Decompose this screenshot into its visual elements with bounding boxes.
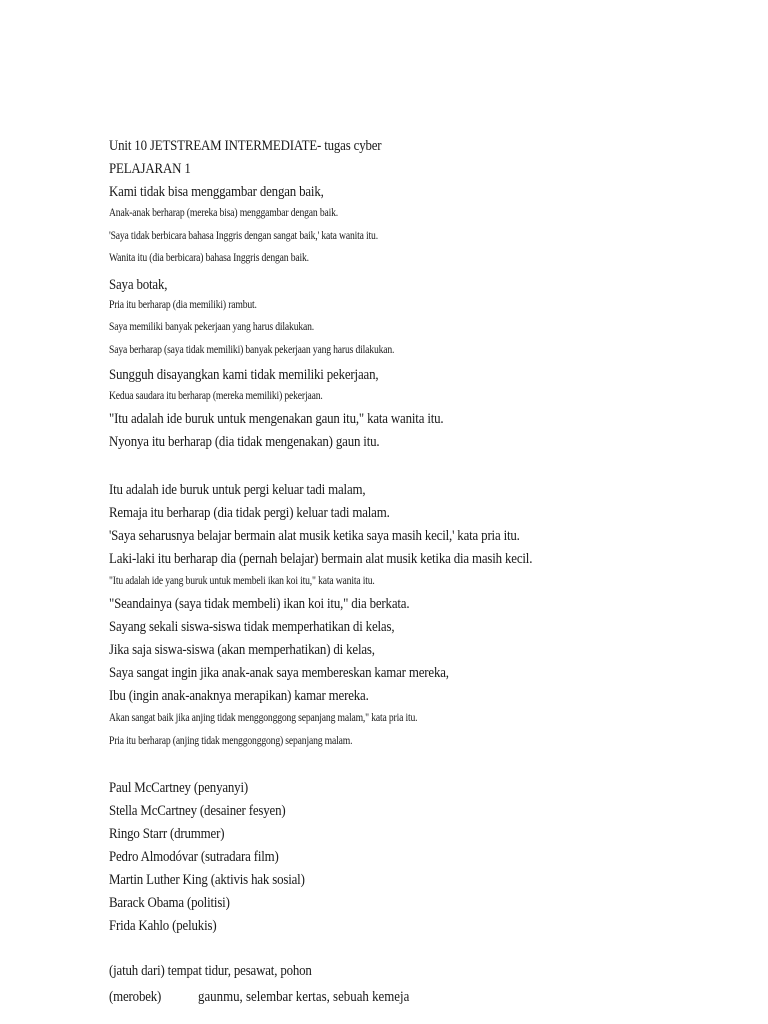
text-line: Kami tidak bisa menggambar dengan baik, — [109, 184, 324, 200]
text-line: Nyonya itu berharap (dia tidak mengenakan) gaun itu. — [109, 434, 380, 450]
text-line: "Seandainya (saya tidak membeli) ikan koi itu," dia berkata. — [109, 596, 410, 612]
list-item: Barack Obama (politisi) — [109, 895, 230, 911]
doc-title: Unit 10 JETSTREAM INTERMEDIATE- tugas cyber — [109, 138, 382, 154]
text-line: Sungguh disayangkan kami tidak memiliki pekerjaan, — [109, 367, 379, 383]
list-item: Paul McCartney (penyanyi) — [109, 780, 248, 796]
text-line: Jika saja siswa-siswa (akan memperhatikan) di kelas, — [109, 642, 375, 658]
text-line: 'Saya tidak berbicara bahasa Inggris dengan sangat baik,' kata wanita itu. — [109, 230, 378, 242]
text-line: Kedua saudara itu berharap (mereka memiliki) pekerjaan. — [109, 390, 323, 402]
list-item: Ringo Starr (drummer) — [109, 826, 225, 842]
text-line: Laki-laki itu berharap dia (pernah belajar) bermain alat musik ketika dia masih kecil. — [109, 551, 533, 567]
text-line: "Itu adalah ide buruk untuk mengenakan gaun itu," kata wanita itu. — [109, 411, 444, 427]
text-line: Saya berharap (saya tidak memiliki) banyak pekerjaan yang harus dilakukan. — [109, 344, 395, 356]
text-line: Anak-anak berharap (mereka bisa) menggambar dengan baik. — [109, 207, 339, 219]
text-line: "Itu adalah ide yang buruk untuk membeli ikan koi itu," kata wanita itu. — [109, 575, 375, 587]
list-item: Frida Kahlo (pelukis) — [109, 918, 217, 934]
text-line: Saya memiliki banyak pekerjaan yang harus dilakukan. — [109, 321, 315, 333]
lesson-heading: PELAJARAN 1 — [109, 161, 191, 177]
text-line: Sayang sekali siswa-siswa tidak memperhatikan di kelas, — [109, 619, 395, 635]
list-item: Pedro Almodóvar (sutradara film) — [109, 849, 279, 865]
text-line: Saya botak, — [109, 277, 168, 293]
text-line: Wanita itu (dia berbicara) bahasa Inggris dengan baik. — [109, 252, 309, 264]
text-line: Itu adalah ide buruk untuk pergi keluar tadi malam, — [109, 482, 366, 498]
list-item: Martin Luther King (aktivis hak sosial) — [109, 872, 305, 888]
text-line: Ibu (ingin anak-anaknya merapikan) kamar mereka. — [109, 688, 369, 704]
text-line: Saya sangat ingin jika anak-anak saya membereskan kamar mereka, — [109, 665, 449, 681]
text-line-continuation: gaunmu, selembar kertas, sebuah kemeja — [198, 989, 410, 1005]
list-item: Stella McCartney (desainer fesyen) — [109, 803, 286, 819]
text-line: Pria itu berharap (dia memiliki) rambut. — [109, 299, 257, 311]
text-line: Remaja itu berharap (dia tidak pergi) keluar tadi malam. — [109, 505, 390, 521]
text-line: Akan sangat baik jika anjing tidak menggonggong sepanjang malam," kata pria itu. — [109, 712, 418, 724]
text-line: 'Saya seharusnya belajar bermain alat musik ketika saya masih kecil,' kata pria itu. — [109, 528, 520, 544]
text-line: (jatuh dari) tempat tidur, pesawat, pohon — [109, 963, 312, 979]
text-line: (merobek) — [109, 989, 162, 1005]
text-line: Pria itu berharap (anjing tidak menggonggong) sepanjang malam. — [109, 735, 353, 747]
